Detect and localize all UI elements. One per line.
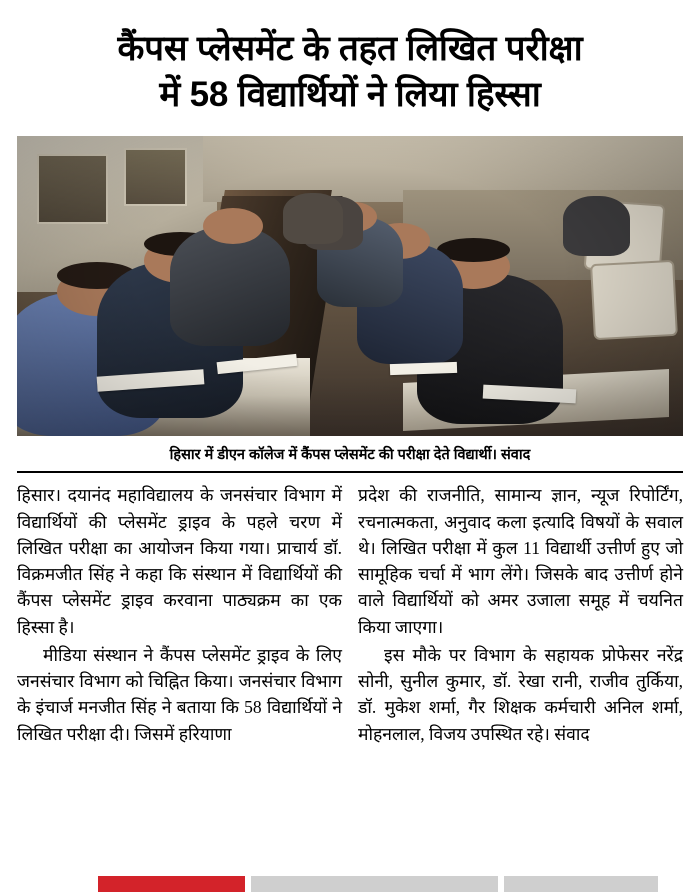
article-photo-container <box>17 136 683 436</box>
footer-gray-bar-1 <box>251 876 498 892</box>
headline-line-1: कैंपस प्लेसमेंट के तहत लिखित परीक्षा <box>117 29 583 68</box>
headline-line-2: में 58 विद्यार्थियों ने लिया हिस्सा <box>159 75 541 115</box>
article-paragraph: इस मौके पर विभाग के सहायक प्रोफेसर नरेंद्र सोनी, सुनील कुमार, डॉ. रेखा रानी, राजीव तुर्किया, डॉ. मुकेश शर्मा, गैर शिक्षक कर्मचारी अनिल शर्मा, मोहनलाल, विजय उपस्थित रहे। संवाद <box>358 644 683 744</box>
footer-gray-bar-2 <box>504 876 658 892</box>
article-body <box>17 482 683 749</box>
article-paragraph: हिसार। दयानंद महाविद्यालय के जनसंचार विभाग में विद्यार्थियों की प्लेसमेंट ड्राइव के पहले चरण में लिखित परीक्षा का आयोजन किया गया। प्राचार्य डॉ. विक्रमजीत सिंह ने कहा कि संस्थान में विद्यार्थियों की कैंपस प्लेसमेंट ड्राइव करवाना पाठ्यक्रम का एक हिस्सा है। <box>17 485 342 637</box>
article-paragraph: मीडिया संस्थान ने कैंपस प्लेसमेंट ड्राइव के लिए जनसंचार विभाग को चिह्नित किया। जनसंचार विभाग के इंचार्ज मनजीत सिंह ने बताया कि 58 विद्यार्थियों ने लिखित परीक्षा दी। जिसमें हरियाणा <box>17 644 342 744</box>
article-paragraph: प्रदेश की राजनीति, सामान्य ज्ञान, न्यूज रिपोर्टिंग, रचनात्मकता, अनुवाद कला इत्यादि विषयों के सवाल थे। लिखित परीक्षा में कुल 11 विद्यार्थी उत्तीर्ण हुए जो सामूहिक चर्चा में भाग लेंगे। जिसके बाद उत्तीर्ण होने वाले विद्यार्थियों को अमर उजाला समूह में चयनित किया जाएगा। <box>358 485 683 637</box>
article-column-right <box>358 482 683 749</box>
article-photo <box>17 136 683 436</box>
photo-vignette <box>17 136 683 436</box>
horizontal-divider <box>17 471 683 473</box>
photo-caption: हिसार में डीएन कॉलेज में कैंपस प्लेसमेंट की परीक्षा देते विद्यार्थी। संवाद <box>169 447 531 464</box>
footer-red-bar <box>98 876 245 892</box>
footer-decoration <box>0 876 700 892</box>
article-column-left <box>17 482 342 749</box>
page-title <box>14 0 686 124</box>
